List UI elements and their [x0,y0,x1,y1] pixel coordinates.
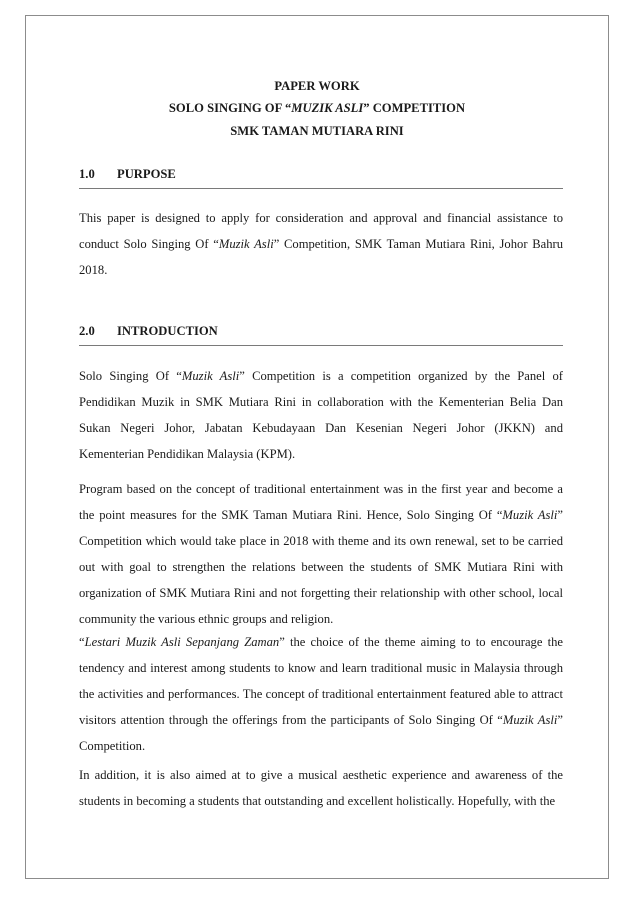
intro-paragraph-1: Solo Singing Of “Muzik Asli” Competition is a competition organized by the Panel of Pendidikan Muzik in SMK Mutiara Rini in collaboration with the Kementerian Belia Dan Sukan Negeri Johor, Jabatan Kebudayaan Dan Kesenian Negeri Johor (JKKN) and Kementerian Pendidikan Malaysia (KPM). [79,369,563,461]
section-divider [79,188,563,189]
intro-paragraph-2: Program based on the concept of traditional entertainment was in the first year and become a the point measures for the SMK Taman Mutiara Rini. Hence, Solo Singing Of “Muzik Asli” Competition which would take place in 2018 with theme and its own renewal, set to be carried out with goal to strengthen the relations between the students of SMK Mutiara Rini with organization of SMK Mutiara Rini and not forgetting their relationship with other school, local community the various ethnic groups and religion. [79,482,563,626]
doc-title-line1: PAPER WORK [274,79,360,93]
section-heading-introduction: 2.0 INTRODUCTION [79,324,218,338]
purpose-paragraph: This paper is designed to apply for consideration and approval and financial assistance to conduct Solo Singing Of “Muzik Asli” Competition, SMK Taman Mutiara Rini, Johor Bahru 2018. [79,211,564,277]
section-heading-purpose: 1.0 PURPOSE [79,167,176,181]
intro-paragraph-3: “Lestari Muzik Asli Sepanjang Zaman” the choice of the theme aiming to to encourage the tendency and interest among students to know and learn traditional music in Malaysia through the activities and performances. The concept of traditional entertainment featured able to attract visitors attention through the offerings from the participants of Solo Singing Of “Muzik Asli” Competition. [79,635,563,753]
doc-title-line2: SOLO SINGING OF “MUZIK ASLI” COMPETITION [168,101,466,115]
intro-paragraph-4: In addition, it is also aimed at to give a musical aesthetic experience and awareness of the students in becoming a students that outstanding and excellent holistically. Hopefully, with the [79,768,563,808]
section-divider [79,345,563,346]
doc-title-line3: SMK TAMAN MUTIARA RINI [230,124,404,138]
